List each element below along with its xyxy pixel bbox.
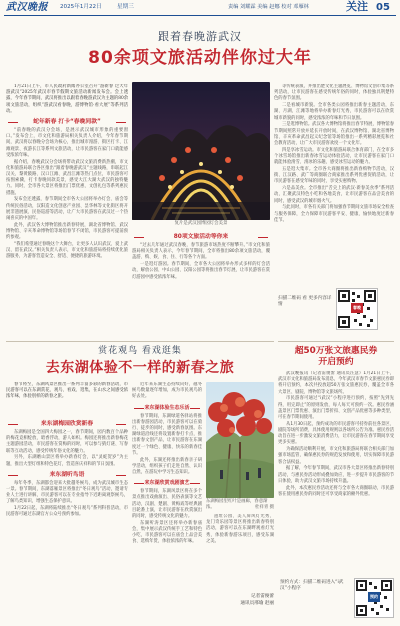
story2-lead-text: 春节将至，东湖风景区推出一系列丰富多彩的新春活动，市民游客可以在东湖赏花、观鸟、看戏、逛集，在山水之间感受浓浓年味，体验别样的新春之旅。 [6,382,128,400]
story2-reporter: 记者雷俊蕾 [251,594,274,599]
story2-paragraph: 春节期间，东湖风景区将在多个景点推出戏曲演出、民俗表演等文艺活动，汉剧、楚剧、黄梅戏等经典剧目轮番上演，让市民游客在欣赏演出的同时，感受传统文化的魅力。 [132,489,202,520]
story2-paragraph: 东湖梅园是全国四大梅园之一，春节期间，园内数百个品种的梅花竞相绽放，暗香浮动，游人如织。梅园还将推出新春梅花主题游园活动，市民游客在赏梅的同时，可以参与猜灯谜、写春联等互动活动，感受传统年俗文化的魅力。 [6,430,128,454]
story1-paragraph: 五是逛大集市。全市各大商圈将推出新春购物节活动，汉街、江汉路、武广等商圈联合商家推出系列优惠促销活动，让市民游客在感受年味的同时，享受实惠购物。 [274,167,394,185]
story1-paragraph: 六是品美食。全市推出“舌尖上的武汉·新春美食季”系列活动，汇聚武汉特色小吃和各地美食，让市民游客在品尝美食的同时，感受武汉的城市烟火气。 [274,186,394,204]
masthead-weekday: 星期三 [117,4,134,10]
story2-subheading: 来东湖梅园欣赏新春 [6,420,128,428]
east-lake-plum-photo [206,382,274,498]
story2-subheading: 来东湖听鸟语 [6,471,128,479]
story1-right-column [274,84,394,284]
story1-paragraph: 四是享冰雪运动。市文化和旅游局联合体育部门，在全市多个冰雪场馆推出新春冰雪运动体验活动，让市民游客在家门口就能体验滑雪、滑冰的乐趣，感受冰雪运动的魅力。 [274,147,394,166]
story1-subheading-2: 80项文旅活动等你来 [132,233,270,241]
story1-paragraph: 此外，武汉各大博物馆推出新春特展，湖北省博物馆、武汉博物馆、辛亥革命博物馆等场馆春节不闭馆，市民游客可提前预约参观。 [6,222,128,241]
story1-center-column [132,230,270,338]
story1-left-column [6,84,128,338]
story2-paragraph: 另外，东湖磨山景区将举办新春灯会，以“灵蛇贺岁”为主题，推出大型灯组和特色花灯，营造喜庆祥和的节日氛围。 [6,455,128,467]
story3-paragraph: 市民游客可通过“i武汉”小程序进行预约，按照“先到先得，用完即止”的原则发放，每人每天可预约一次。惠民券涵盖景区门票优惠、演出门票折扣、文创产品优惠等多种类型，可在春节期间使用。 [278,396,394,421]
headline-2: 去东湖体验不一样的新春之旅 [45,360,235,376]
lantern-park-photo-art [132,82,270,220]
story3-paragraph: 据了解，今年春节期间，武汉市各大景区将推出新春特别活动，与惠民券活动形成叠加效应，进一步提升市民游客的节日体验，助力武汉文旅市场持续升温。 [278,466,394,484]
qr-code-2[interactable] [354,578,394,618]
kicker-1: 跟着春晚游武汉 [158,30,242,43]
headline-1: 80余项文旅活动伴你过大年 [88,48,312,68]
story2-after-photo [206,514,274,594]
lantern-park-photo [132,82,270,220]
story1-paragraph: 二是看城市新貌。全市各类公园将推出新春主题活动，东湖、月湖、江滩等地将举办新春灯光秀，市民游客可以在欣赏城市新貌的同时，感受浓浓的年味和节日氛围。 [274,103,394,121]
story1-paragraph: 与此同时，市各有关部门将加强春节期间文旅市场安全检查与服务保障，全力保障市民游客平安、健康、愉快地度过新春佳节。 [274,205,394,223]
masthead-date: 2025年1月22日 [60,4,102,10]
story1-subheading-1: 蛇年新春 打卡“春晚同款” [6,118,128,126]
qr-code-1[interactable] [336,288,378,330]
story3-paragraph: 武汉晚报讯（记者雷俊蕾 通讯员汪慧）1月21日上午，武汉市文化和旅游局发布消息，今年武汉市春节文旅惠民券即将开启预约，本次共投放超50万张文旅惠民券，覆盖全市各大景区、剧院、博物馆等文旅场所。 [278,371,394,395]
photo-2-credit: 杜祥青 摄 [255,505,274,510]
qr-code-1-caption: 扫描二维码 看 更多内容详情 [278,296,332,308]
masthead-rule [4,15,396,16]
photo-1-caption: 复片是武汉园博园灯会美景 [174,221,228,226]
headline-3: 超50万张文旅惠民券 [294,346,378,356]
story3-paragraph: 从1月30日起，预约成功的市民游客可持券前往各景区、剧院等场所消费，具体使用规则以各场所公告为准。惠民券活动旨在进一步激发文旅消费活力，让市民游客在春节期间享受更多实惠。 [278,421,394,446]
photo-2-caption: 东湖梅园里红叶是画廊，春意渐浓。 [206,499,268,510]
story2-paragraph: 遗址公园、美人屏风灯光秀、龙门奇乐园等景区将推出新春特别活动，游客可以在东湖畔观看灯光秀，体验新春游乐项目，感受东湖之美。 [206,514,274,544]
story2-correspondents: 通讯员邢瑜 赵丽 [240,601,274,606]
qr-code-2-caption: 预约方式：扫描二维码进入“i武汉”小程序 [280,580,344,592]
story2-subheading: 来东湖欣赏戏剧演艺 [132,479,202,487]
page-number: 05 [376,2,390,13]
story3-paragraph: 此外，本次惠民券活动还将与全市各大商圈联动，市民游客在使用惠民券的同时还可享受商家的额外优惠。 [278,485,394,497]
story1-paragraph: 发布会还透露，春节期间全市各大公园将举办灯会、庙会等传统民俗活动，汉阳造文化创意产业园、昙华林等文化街区将开展非遗展演、民俗巡游等活动，让广大市民游客在武汉过一个热闹喜庆的中国年。 [6,197,128,222]
story2-paragraph: 每年冬季，东湖都会迎来大批越冬候鸟，成为武汉城市生态一景。春节期间，东湖落雁景区将推出“冬日观鸟”活动，邀请专业人士进行讲解，市民游客可以在专业指导下近距离观察候鸟，了解鸟类知识，增强生态保护意识。 [6,480,128,505]
story2-lead [6,382,128,416]
kicker-2: 赏花观鸟 看戏逛集 [98,346,182,356]
section-divider [6,341,274,342]
story2-paragraph: 近年来东湖生态持续向好，越冬候鸟数量逐年增加，成为市民观鸟的好去处。 [132,382,202,400]
section-title: 关注 [346,0,368,13]
story1-lead: 1月21日上午，市人民政府新闻办公室召开“游新春 过大年 游武汉”2025年武汉市春节假期文旅活动新闻发布会。会上透露，今年春节期间，武汉将推出以跟着春晚游武汉为主题的80余项文旅活动，组织“游武汉看春晚，游博物馆·看大展”等系列活动。 [6,84,128,114]
story1-paragraph: “前春晚的武汉分会场，是展示武汉城市形象的重要窗口。”发布会上，市文化和旅游局相关负责人介绍，今年春节期间，武汉将以春晚分会场为核心，推出城市漫游、街区打卡、江滩观景、夜游长江等系列文旅活动，让市民游客在家门口就能感受浓浓年味。 [6,128,128,158]
masthead-logo: 武汉晚报 [6,2,48,13]
story2-column-b [132,382,202,622]
east-lake-plum-photo-art [206,382,274,498]
story2-paragraph: 此外，东湖还将推出新春亲子研学活动，组织孩子们走进自然、认识自然，在游玩中学习生态知识。 [132,457,202,476]
qr-center-label: 春晚 [353,305,361,310]
headline-3-subtitle: 开启预约 [318,357,354,367]
story1-paragraph: “我们希望通过春晚这个大舞台，让更多人认识武汉、爱上武汉、留在武汉。”相关负责人表示，市文化和旅游局将持续优化旅游服务，为游客营造安全、舒适、便捷的旅游环境。 [6,242,128,260]
story1-paragraph: 一是逛灯游园。春节期间，全市各大公园将举办形式多样的灯会活动，解放公园、中山公园、汉阳公园等将推出春节灯展，让市民游客在赏灯游园中感受浓浓年味。 [132,262,270,280]
story3-divider [278,341,394,342]
story1-paragraph: 等传统表演，并推出楚文化主题展览、博物馆文创市集等系列活动，让市民游客在感受传统年俗的同时，体验独具荆楚特色的春节氛围。 [274,84,394,102]
story1-paragraph: “过去几年通过武汉春晚，春节旅游市场热度不断攀升。”市文化和旅游局相关负责人表示，今年春节期间，全市将推出80余项文旅活动，覆盖游、购、娱、食、住、行等各个方面。 [132,243,270,261]
story2-column-a [6,417,128,622]
story2-paragraph: 东湖听涛景区还将举办新春庙会，集中展示武汉传统手工艺和特色小吃，市民游客可以在庙会上品尝美食、选购年货，体验浓浓的年味。 [132,520,202,545]
story3-column [278,371,394,571]
story2-paragraph: 1月22日起，东湖将陆续推出“冬日观鸟”系列科普活动，市民游客可通过东湖官方公众号预约参加。 [6,506,128,518]
story2-paragraph: 春节期间，东湖绿道各驿站将推出新春游园活动，市民游客可以在骑行、徒步的同时，感受新春氛围。东湖绿道沿线还将设置新春打卡点，推出新春文创产品，让市民游客在东湖度过一个绿色、健康、快乐的新春佳节。 [132,413,202,456]
masthead-editors: 责编 刘耀霖 美编 赵娜 校对 邓雁林 [228,4,309,10]
story3-paragraph: 为确保活动顺利开展，市文化和旅游局将联合相关部门加强市场监管，确保惠民券的规范发放和使用，切实保障市民游客合法权益。 [278,447,394,465]
qr-center-label: 预约 [370,594,378,599]
story1-paragraph: 据介绍，春晚武汉分会场将带动武汉文旅消费新热潮，市文化和旅游局联合各区推出“跟着春晚游武汉”主题线路，串联起江汉关、黎黄陂路、汉口江滩、武昌江滩等热门点位，市民游客可按图索骥，打卡春晚同款美景，感受大江大湖大武汉的独特魅力。同时，全市各大景区将推出门票优惠、文创礼包等系列惠民措施。 [6,159,128,196]
story1-paragraph: 三是逛博物馆。武汉各大博物馆将推出春节特展，博物馆春节期间照常开放并延长开放时间，在武汉博物馆、湖北省博物馆、辛亥革命武昌起义纪念馆等场馆推出一系列精彩展览和社会教育活动，让广大市民游客欢度一个文化年。 [274,122,394,147]
masthead [0,0,400,16]
story2-subheading: 来东湖体验生态乐活 [132,404,202,412]
